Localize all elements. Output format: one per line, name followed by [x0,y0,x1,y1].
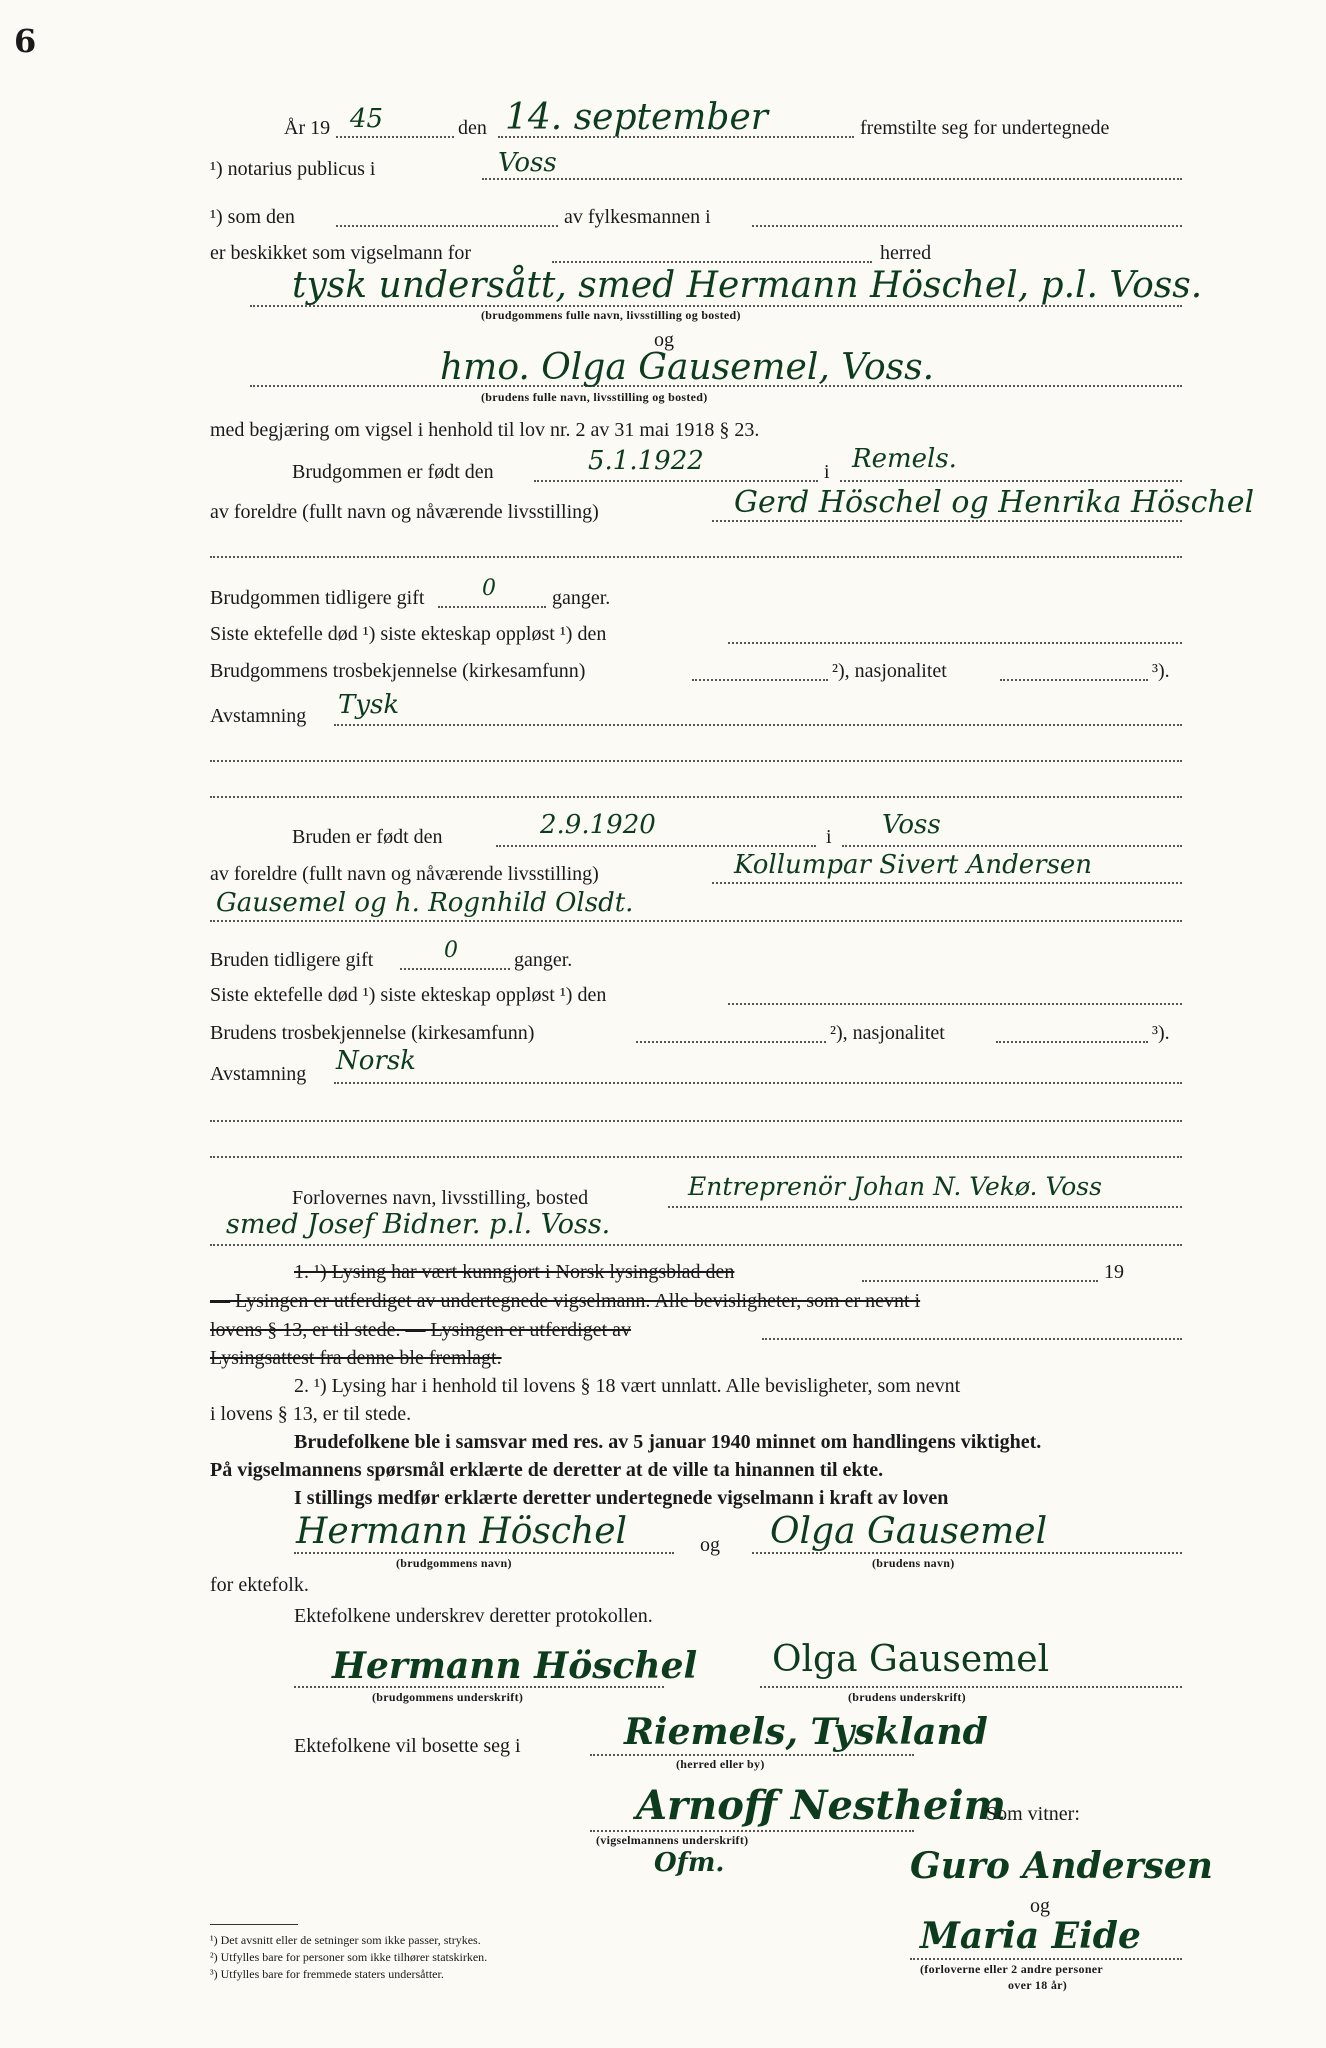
groom-born-date: 5.1.1922 [588,446,704,476]
groom-avst-dotline-3 [210,796,1182,798]
fylkesmann-dotline [752,225,1182,227]
brudefolk-2: På vigselmannens spørsmål erklærte de deretter at de ville ta hinannen til ekte. [210,1459,884,1481]
groom-prev-count: 0 [482,576,496,601]
bride-born-i: i [826,826,832,848]
witness-caption-1: (forloverne eller 2 andre personer [920,1962,1104,1976]
bride-nasj-dotline [996,1041,1148,1043]
groom-born-place: Remels. [852,444,957,474]
bride-name-caption: (brudens fulle navn, livsstilling og bosted) [481,390,708,404]
groom-avst-label: Avstamning [210,705,307,727]
bride-signature: Olga Gausemel [772,1639,1050,1680]
bride-full-name: hmo. Olga Gausemel, Voss. [440,347,935,388]
bride-born-dotline [496,845,816,847]
groom-name-caption: (brudgommens fulle navn, livsstilling og bosted) [481,308,741,322]
notarius-dotline [482,178,1182,180]
groom-born-dotline [534,480,818,482]
bosette-place: Riemels, Tyskland [624,1711,988,1753]
groom-prev-label: Brudgommen tidligere gift [210,587,425,609]
bride-parents-dotline [712,882,1182,884]
brudefolk-1: Brudefolkene ble i samsvar med res. av 5 januar 1940 minnet om handlingens viktighet. [294,1431,1042,1453]
date-value: 14. september [505,97,768,138]
witness-caption-2: over 18 år) [1008,1978,1068,1992]
groom-tros-label: Brudgommens trosbekjennelse (kirkesamfunn) [210,660,586,682]
bride-born-label: Bruden er født den [292,826,443,848]
bride-place-dotline [842,845,1182,847]
forlovere-2: smed Josef Bidner. p.l. Voss. [226,1209,611,1240]
groom-avstamning: Tysk [338,690,400,720]
groom-born-i: i [824,461,830,483]
fylkesmann-label: av fylkesmannen i [564,206,711,228]
bride-prev-label: Bruden tidligere gift [210,949,374,971]
bride-sig-dotline [760,1686,1182,1688]
bosette-label: Ektefolkene vil bosette seg i [294,1735,521,1757]
begjaering-text: med begjæring om vigsel i henhold til lov nr. 2 av 31 mai 1918 § 23. [210,419,760,441]
vigsel-sig-dotline [590,1830,914,1832]
decl-groom-caption: (brudgommens navn) [396,1556,512,1570]
groom-parents: Gerd Höschel og Henrika Höschel [734,485,1255,520]
vitner-label: Som vitner: [986,1803,1080,1825]
decl-groom-name: Hermann Höschel [296,1511,628,1552]
bride-avst-label: Avstamning [210,1063,307,1085]
forlovere-1: Entreprenör Johan N. Vekø. Voss [688,1172,1102,1201]
bride-born-place: Voss [882,810,941,840]
groom-born-label: Brudgommen er født den [292,461,494,483]
for-ektefolk: for ektefolk. [210,1574,309,1596]
bride-prev-dotline [400,968,510,970]
vigselmann-title: Ofm. [654,1848,725,1878]
bride-avstamning: Norsk [336,1046,416,1076]
vigselmann-signature: Arnoff Nestheim [636,1782,1006,1829]
bride-prev-count: 0 [444,938,458,963]
decl-bride-name: Olga Gausemel [770,1511,1048,1552]
bride-avst-dotline-3 [210,1156,1182,1158]
footnote-3: ³) Utfylles bare for fremmede staters undersåtter. [210,1967,444,1981]
brudefolk-3: I stillings medfør erklærte deretter undertegnede vigselmann i kraft av loven [294,1487,949,1509]
bride-avst-dotline [334,1082,1182,1084]
og-connector: og [654,329,674,351]
witness-og: og [1030,1895,1050,1917]
bride-siste-label: Siste ektefelle død ¹) siste ekteskap oppløst ¹) den [210,984,607,1006]
forlovere-label: Forlovernes navn, livsstilling, bosted [292,1187,589,1209]
groom-prev-ganger: ganger. [552,587,611,609]
notarius-value: Voss [498,148,557,178]
lysing-1-dotline [862,1280,1098,1282]
groom-parents-dotline-2 [210,556,1182,558]
groom-parents-label: av foreldre (fullt navn og nåværende livsstilling) [210,501,599,523]
footnote-rule [210,1924,298,1925]
groom-tros-dotline [692,679,828,681]
notarius-label: ¹) notarius publicus i [210,158,376,180]
fremstilte-text: fremstilte seg for undertegnede [860,117,1110,139]
groom-siste-label: Siste ektefelle død ¹) siste ekteskap oppløst ¹) den [210,623,607,645]
forlovere-dotline-2 [210,1244,1182,1246]
year-dotline [336,136,454,138]
groom-nasj-end: ³). [1152,660,1170,682]
groom-nasj-dotline [1000,679,1148,681]
groom-avst-dotline-2 [210,760,1182,762]
som-den-dotline [336,225,558,227]
lysing-2-l2: i lovens § 13, er til stede. [210,1403,412,1425]
lysing-2-l1: 2. ¹) Lysing har i henhold til lovens § 18 vært unnlatt. Alle bevisligheter, som nevnt [294,1375,961,1397]
lysing-1-l3: lovens § 13, er til stede. — Lysingen er utferdiget av [210,1319,632,1341]
forlovere-dotline [668,1206,1182,1208]
year-label: År 19 [284,117,331,139]
lysing-1-l3-dotline [762,1338,1182,1340]
footnote-2: ²) Utfylles bare for personer som ikke tilhører statskirken. [210,1950,488,1964]
bosette-dotline [590,1754,914,1756]
groom-signature: Hermann Höschel [332,1645,698,1687]
beskikket-dotline [552,261,872,263]
groom-parents-dotline [712,520,1182,522]
beskikket-label: er beskikket som vigselmann for [210,242,472,264]
groom-prev-dotline [438,606,546,608]
groom-sig-caption: (brudgommens underskrift) [372,1690,524,1704]
groom-place-dotline [840,480,1182,482]
bride-sig-caption: (brudens underskrift) [848,1690,966,1704]
lysing-1: 1. ¹) Lysing har vært kunngjort i Norsk lysingsblad den [294,1261,735,1283]
bride-avst-dotline-2 [210,1120,1182,1122]
herred-caption: (herred eller by) [676,1757,765,1771]
vigselmann-caption: (vigselmannens underskrift) [596,1833,749,1847]
decl-bride-caption: (brudens navn) [872,1556,955,1570]
page-number: 6 [14,22,37,60]
groom-nasj-label: ²), nasjonalitet [832,660,947,682]
groom-siste-dotline [728,642,1182,644]
lysing-1-year: 19 [1104,1261,1124,1283]
lysing-1-l4: Lysingsattest fra denne ble fremlagt. [210,1347,502,1369]
bride-nasj-label: ²), nasjonalitet [830,1022,945,1044]
underskrev-text: Ektefolkene underskrev deretter protokollen. [294,1605,653,1627]
groom-full-name: tysk undersått, smed Hermann Höschel, p.l. Voss. [292,265,1203,306]
witness-1-signature: Guro Andersen [910,1845,1213,1887]
herred-label: herred [880,242,932,264]
year-value: 45 [350,104,384,134]
witness-2-signature: Maria Eide [920,1915,1141,1957]
bride-parents-2: Gausemel og h. Rognhild Olsdt. [216,888,634,918]
bride-parents-label: av foreldre (fullt navn og nåværende livsstilling) [210,863,599,885]
decl-og: og [700,1534,720,1556]
decl-groom-dotline [294,1552,674,1554]
bride-parents-dotline-2 [210,920,1182,922]
decl-bride-dotline [752,1552,1182,1554]
footnote-1: ¹) Det avsnitt eller de setninger som ikke passer, strykes. [210,1933,481,1947]
den-label: den [458,117,487,139]
som-den-label: ¹) som den [210,206,295,228]
lysing-1-l2: — Lysingen er utferdiget av undertegnede vigselmann. Alle bevisligheter, som er nevnt i [210,1290,921,1312]
bride-nasj-end: ³). [1152,1022,1170,1044]
bride-prev-ganger: ganger. [514,949,573,971]
witness-2-dotline [910,1958,1182,1960]
bride-parents-1: Kollumpar Sivert Andersen [734,850,1093,880]
bride-tros-dotline [636,1041,826,1043]
bride-tros-label: Brudens trosbekjennelse (kirkesamfunn) [210,1022,535,1044]
bride-born-date: 2.9.1920 [540,810,656,840]
bride-siste-dotline [728,1003,1182,1005]
groom-avst-dotline [334,724,1182,726]
